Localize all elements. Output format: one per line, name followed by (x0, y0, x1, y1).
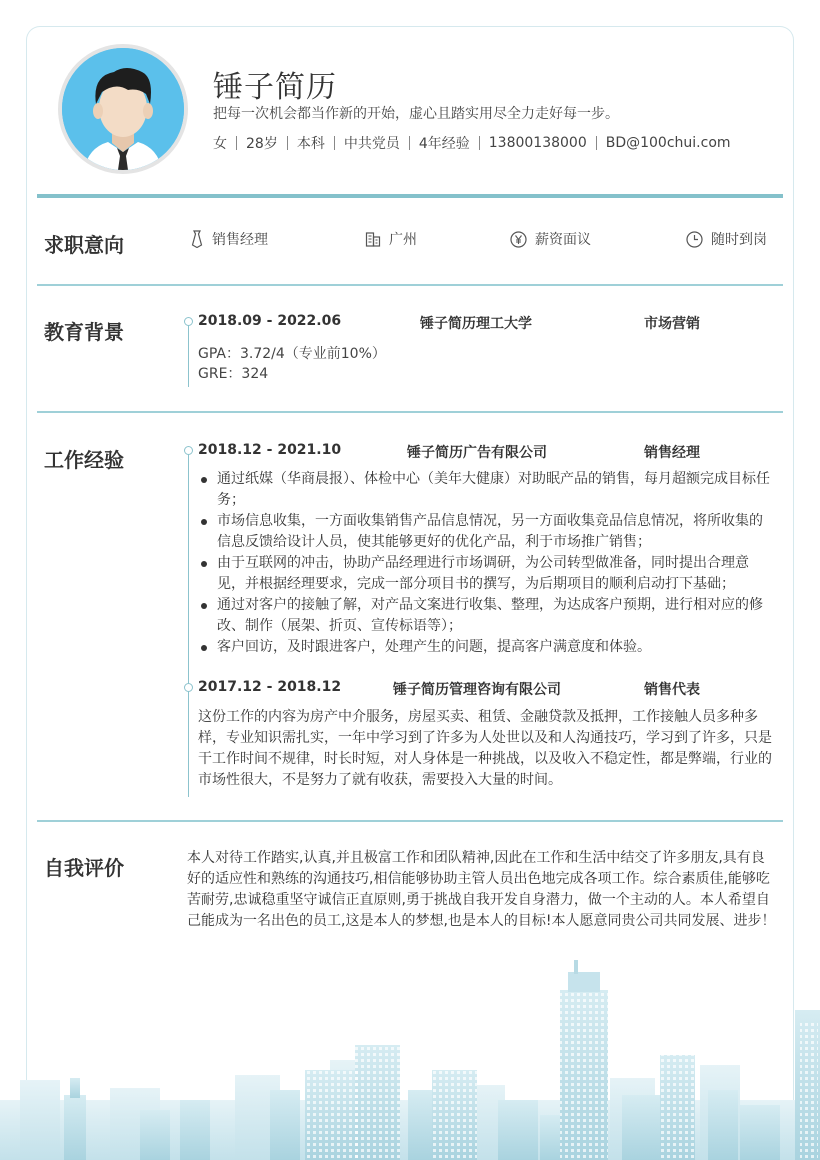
education-timeline-dot (184, 317, 193, 326)
yen-icon (510, 231, 527, 248)
intention-availability-label: 随时到岗 (711, 232, 767, 248)
avatar (58, 44, 188, 174)
info-degree: 本科 (296, 136, 325, 152)
header-divider (37, 194, 783, 198)
list-item: 市场信息收集，一方面收集销售产品信息情况，另一方面收集竞品信息情况，将所收集的信息反馈给设计人员，使其能够更好的优化产品，利于市场推广销售； (198, 511, 770, 553)
list-item: 通过对客户的接触了解，对产品文案进行收集、整理，为达成客户预期，进行相对应的修改、制作（展架、折页、宣传标语等）； (198, 595, 770, 637)
info-email: BD@100chui.com (605, 135, 731, 151)
intention-position-label: 销售经理 (212, 232, 268, 248)
cityscape-illustration (0, 950, 820, 1160)
job-1-role: 销售经理 (644, 445, 700, 461)
education-period: 2018.09 - 2022.06 (198, 313, 342, 329)
job-1-duties (198, 469, 770, 658)
info-phone: 13800138000 (488, 135, 587, 151)
work-timeline-dot-1 (184, 446, 193, 455)
section-title-self-eval: 自我评价 (44, 856, 124, 880)
info-age: 28岁 (246, 136, 278, 152)
info-gender: 女 (213, 136, 227, 152)
building-icon (365, 231, 381, 247)
job-2-description: 这份工作的内容为房产中介服务，房屋买卖、租赁、金融贷款及抵押，工作接触人员多种多样，专业知识需扎实，一年中学习到了许多为人处世以及和人沟通技巧，学习到了许多，只是干工作时间不规律，时长时短，对人身体是一种挑战，以及收入不稳定性，都是弊端，行业的市场性很大，不是努力了就有收获，需要投入大量的时间。 (198, 709, 772, 788)
motto: 把每一次机会都当作新的开始，虚心且踏实用尽全力走好每一步。 (213, 106, 619, 122)
divider-3 (37, 820, 783, 822)
education-timeline (188, 320, 189, 387)
intention-availability (686, 229, 767, 249)
job-2-company: 锤子简历管理咨询有限公司 (393, 682, 561, 698)
job-1-period: 2018.12 - 2021.10 (198, 442, 342, 458)
section-title-intention: 求职意向 (44, 233, 124, 257)
avatar-illustration (62, 48, 184, 170)
work-timeline-dot-2 (184, 683, 193, 692)
list-item: 通过纸媒（华商晨报）、体检中心（美年大健康）对助眠产品的销售，每月超额完成目标任务； (198, 469, 770, 511)
education-gpa: GPA：3.72/4（专业前10%） (198, 346, 386, 362)
clock-icon (686, 231, 703, 248)
list-item: 客户回访，及时跟进客户，处理产生的问题，提高客户满意度和体验。 (198, 637, 770, 658)
education-school: 锤子简历理工大学 (420, 316, 532, 332)
divider-1 (37, 284, 783, 286)
intention-city-label: 广州 (389, 232, 417, 248)
job-2-period: 2017.12 - 2018.12 (198, 679, 342, 695)
education-gre: GRE：324 (198, 366, 269, 382)
work-timeline (188, 449, 189, 797)
job-1-company: 锤子简历广告有限公司 (407, 445, 547, 461)
info-politics: 中共党员 (343, 136, 400, 152)
intention-salary (510, 229, 591, 249)
tie-icon (190, 230, 204, 248)
list-item: 由于互联网的冲击，协助产品经理进行市场调研，为公司转型做准备，同时提出合理意见，并根据经理要求，完成一部分项目书的撰写，为后期项目的顺利启动打下基础； (198, 553, 770, 595)
divider-2 (37, 411, 783, 413)
personal-info (213, 133, 731, 153)
info-experience: 4年经验 (418, 136, 470, 152)
self-eval-text: 本人对待工作踏实,认真,并且极富工作和团队精神,因此在工作和生活中结交了许多朋友,具有良好的适应性和熟练的沟通技巧,相信能够协助主管人员出色地完成各项工作。综合素质佳,能够吃苦耐劳,忠诚稳重坚守诚信正直原则,勇于挑战自我开发自身潜力，做一个主动的人。本人希望自己能成为一名出色的员工,这是本人的梦想,也是本人的目标!本人愿意同贵公司共同发展、进步！ (187, 850, 776, 929)
section-title-education: 教育背景 (44, 320, 124, 344)
intention-position (190, 229, 268, 249)
job-2-role: 销售代表 (644, 682, 700, 698)
intention-city (365, 229, 417, 249)
intention-salary-label: 薪资面议 (535, 232, 591, 248)
education-major: 市场营销 (644, 316, 700, 332)
candidate-name: 锤子简历 (213, 70, 337, 105)
section-title-work: 工作经验 (44, 448, 124, 472)
